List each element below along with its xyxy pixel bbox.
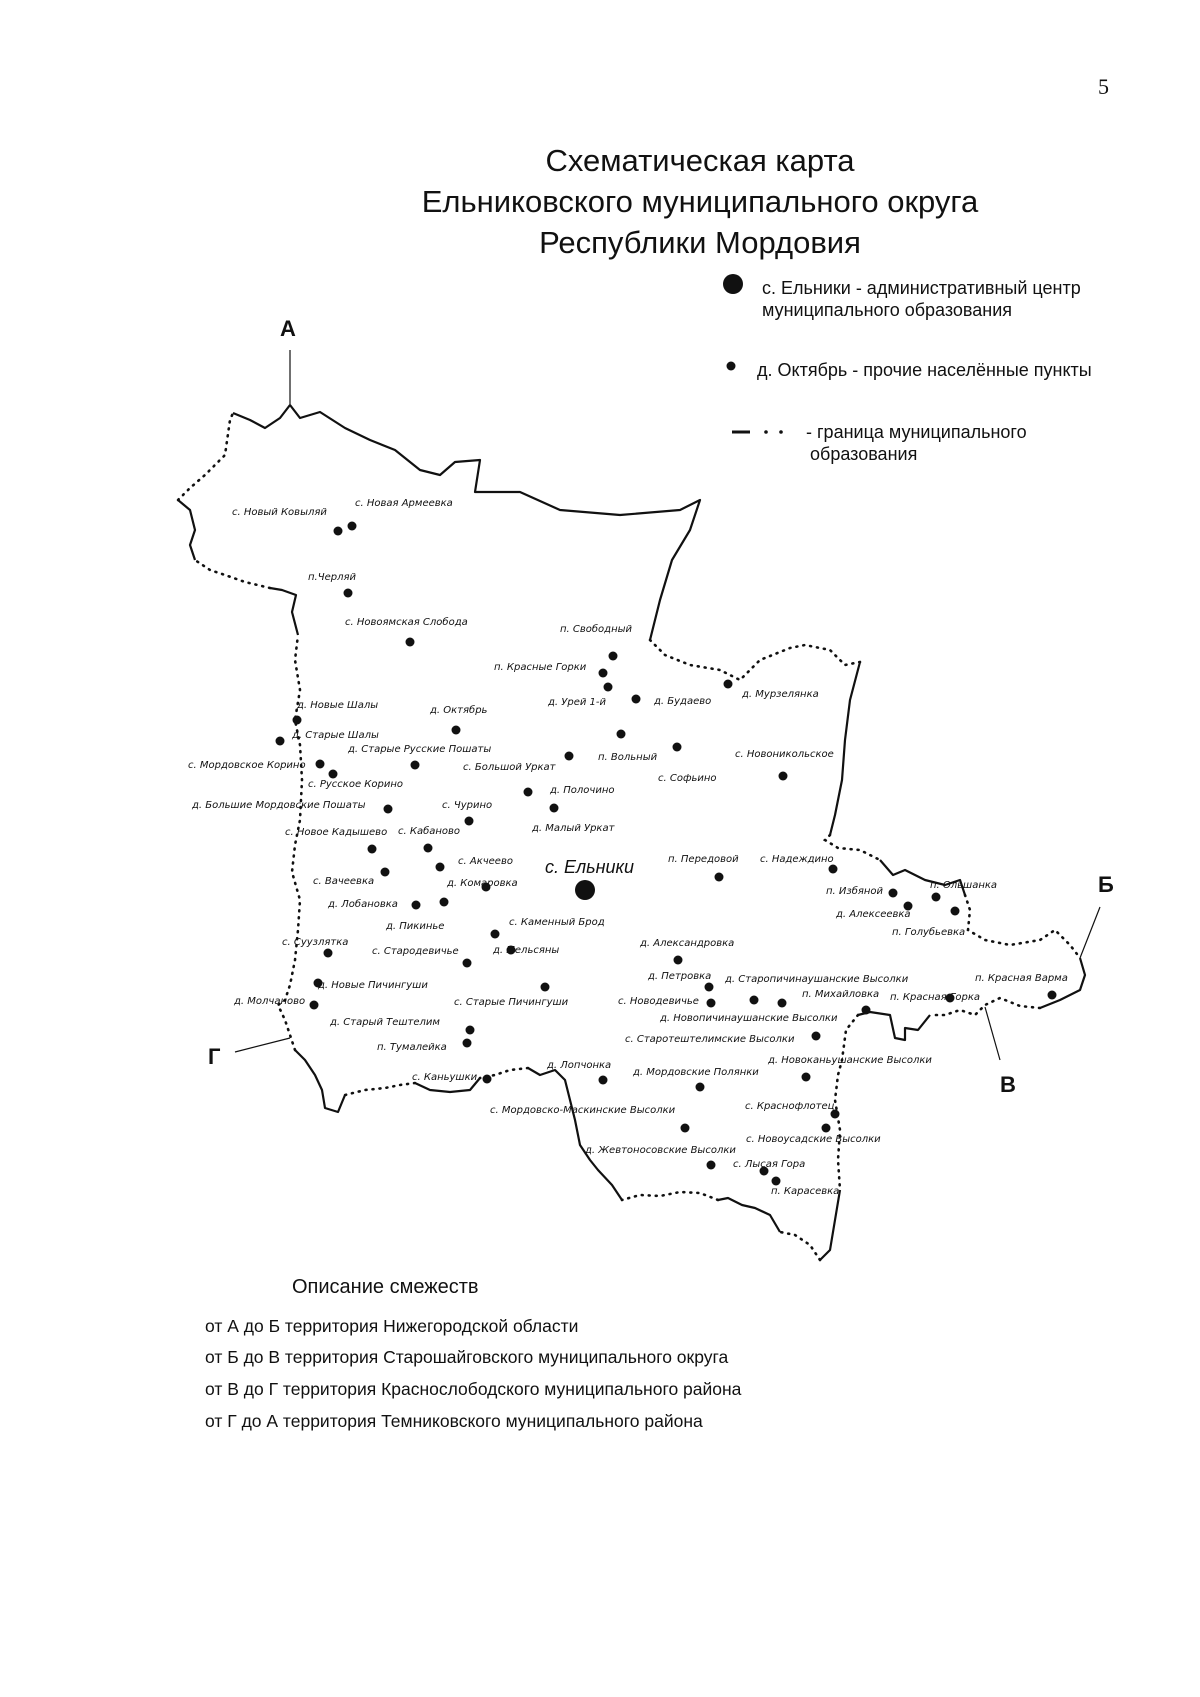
settlement bbox=[233, 996, 319, 1010]
settlement-label: с. Кабаново bbox=[398, 826, 461, 837]
settlement-label: с. Новое Кадышево bbox=[285, 827, 388, 838]
settlement-marker bbox=[889, 889, 898, 898]
settlement-label: д. Будаево bbox=[654, 696, 712, 707]
settlement-label: д. Александровка bbox=[640, 938, 735, 949]
settlement-label: с. Новоникольское bbox=[735, 749, 834, 760]
settlement bbox=[188, 760, 325, 772]
settlement bbox=[733, 1159, 805, 1176]
settlement-marker bbox=[802, 1073, 811, 1082]
settlement-label: п. Тумалейка bbox=[377, 1042, 447, 1053]
settlement bbox=[639, 938, 734, 965]
settlement-marker bbox=[463, 1039, 472, 1048]
settlement-marker bbox=[463, 959, 472, 968]
settlement-label: п. Ольшанка bbox=[930, 880, 998, 891]
settlement bbox=[191, 800, 393, 814]
settlement-marker bbox=[424, 844, 433, 853]
settlement bbox=[282, 937, 348, 958]
settlement bbox=[745, 1101, 840, 1119]
settlement bbox=[975, 973, 1068, 1000]
settlement-label: п. Свободный bbox=[560, 624, 633, 635]
settlement-marker bbox=[334, 527, 343, 536]
settlement-marker bbox=[541, 983, 550, 992]
settlement-marker bbox=[465, 817, 474, 826]
settlement-marker bbox=[812, 1032, 821, 1041]
settlement-marker bbox=[705, 983, 714, 992]
corner-g-label: Г bbox=[208, 1044, 221, 1069]
settlement-marker bbox=[599, 1076, 608, 1085]
settlement-marker bbox=[452, 726, 461, 735]
settlement-label: с. Лысая Гора bbox=[733, 1159, 806, 1170]
settlement bbox=[436, 856, 513, 872]
settlement bbox=[524, 785, 615, 797]
settlement-marker bbox=[932, 893, 941, 902]
settlement-label: с. Новая Армеевка bbox=[355, 498, 453, 509]
settlement-label: д. Новоканьушанские Высолки bbox=[768, 1055, 932, 1066]
settlement bbox=[531, 804, 616, 835]
settlement bbox=[632, 695, 712, 708]
settlement-marker bbox=[344, 589, 353, 598]
corner-v-leader bbox=[985, 1007, 1000, 1060]
adjacency-heading: Описание смежеств bbox=[292, 1276, 479, 1298]
settlement-marker bbox=[715, 873, 724, 882]
settlement-label: с. Новый Ковыляй bbox=[232, 507, 327, 518]
title-line-3: Республики Мордовия bbox=[539, 225, 861, 260]
settlement bbox=[618, 996, 716, 1008]
settlement-label: п. Карасевка bbox=[771, 1186, 840, 1197]
settlement-label: с. Старотештелимские Высолки bbox=[625, 1034, 795, 1045]
legend-border-line-2: образования bbox=[810, 444, 918, 464]
settlement-label: д. Мельсяны bbox=[493, 945, 560, 956]
settlement bbox=[632, 1067, 759, 1092]
settlement-marker bbox=[632, 695, 641, 704]
settlement bbox=[491, 917, 605, 939]
settlement-marker bbox=[412, 901, 421, 910]
settlement-label: д. Новые Пичингуши bbox=[318, 980, 428, 991]
settlement-label: с. Старые Пичингуши bbox=[454, 997, 569, 1008]
settlement-marker bbox=[674, 956, 683, 965]
settlement bbox=[492, 945, 559, 956]
settlement-marker bbox=[673, 743, 682, 752]
adjacency-line-4: от Г до А территория Темниковского муниципального района bbox=[205, 1411, 703, 1431]
settlement-label: с. Чурино bbox=[442, 800, 493, 811]
adjacency-line-3: от В до Г территория Краснослободского муниципального района bbox=[205, 1379, 742, 1399]
settlement bbox=[760, 854, 838, 874]
settlement-label: д. Октябрь bbox=[430, 705, 488, 716]
page-number: 5 bbox=[1098, 74, 1109, 99]
settlement bbox=[547, 683, 613, 709]
settlement-label: п. Избяной bbox=[826, 886, 884, 897]
settlement-marker bbox=[822, 1124, 831, 1133]
settlement-marker bbox=[329, 770, 338, 779]
settlement-marker bbox=[524, 788, 533, 797]
center-label: с. Ельники bbox=[545, 857, 635, 877]
settlement-label: с. Новоямская Слобода bbox=[345, 617, 468, 628]
corner-v-label: В bbox=[1000, 1072, 1016, 1097]
settlement-marker bbox=[293, 716, 302, 725]
title-line-1: Схематическая карта bbox=[545, 143, 855, 178]
settlement bbox=[327, 898, 421, 910]
settlement bbox=[835, 902, 913, 921]
settlement-marker bbox=[310, 1001, 319, 1010]
settlement-marker bbox=[406, 638, 415, 647]
title-line-2: Ельниковского муниципального округа bbox=[421, 184, 979, 219]
settlement bbox=[232, 507, 343, 536]
settlement-marker bbox=[862, 1006, 871, 1015]
settlement-marker bbox=[348, 522, 357, 531]
settlement-label: с. Большой Уркат bbox=[463, 762, 556, 773]
settlement-marker bbox=[1048, 991, 1057, 1000]
settlement-label: с. Софьино bbox=[658, 773, 717, 784]
corner-b-leader bbox=[1080, 907, 1100, 958]
settlement-marker bbox=[707, 999, 716, 1008]
settlement-marker bbox=[829, 865, 838, 874]
settlement bbox=[345, 616, 468, 647]
settlement bbox=[372, 946, 472, 968]
settlement bbox=[398, 825, 460, 853]
settlement-label: д. Алексеевка bbox=[836, 909, 911, 920]
settlement bbox=[293, 700, 379, 725]
settlement-label: д. Жевтоносовские Высолки bbox=[585, 1145, 736, 1156]
settlement-label: д. Урей 1-й bbox=[548, 697, 607, 708]
settlement bbox=[494, 662, 608, 678]
settlement-label: п. Михайловка bbox=[802, 989, 880, 1000]
settlement bbox=[930, 880, 997, 902]
settlement-marker bbox=[316, 760, 325, 769]
settlement-marker bbox=[381, 868, 390, 877]
settlement-label: с. Мордовское Корино bbox=[188, 760, 306, 771]
settlement bbox=[442, 800, 492, 826]
settlement-label: с. Новоусадские Высолки bbox=[746, 1134, 881, 1145]
settlement-label: с. Мордовско-Маскинские Высолки bbox=[490, 1105, 676, 1116]
settlement bbox=[285, 827, 387, 854]
settlement bbox=[560, 623, 633, 661]
legend-settlement-text: д. Октябрь - прочие населённые пункты bbox=[757, 360, 1092, 380]
settlement bbox=[746, 1124, 881, 1146]
legend-border-line-1: - граница муниципального bbox=[806, 422, 1027, 442]
settlement bbox=[454, 983, 569, 1009]
settlement-marker bbox=[696, 1083, 705, 1092]
settlement-label: с. Каменный Брод bbox=[509, 917, 605, 928]
settlement-label: п. Красная Горка bbox=[890, 992, 981, 1003]
settlement-label: с. Каньушки bbox=[412, 1072, 478, 1083]
settlement-marker bbox=[384, 805, 393, 814]
corner-a-label: А bbox=[280, 316, 296, 341]
settlement-label: с. Стародевичье bbox=[372, 946, 459, 957]
settlement bbox=[647, 971, 714, 992]
settlement-label: д. Новопичинаушанские Высолки bbox=[660, 1013, 838, 1024]
adjacency-line-2: от Б до В территория Старошайговского муниципального округа bbox=[205, 1347, 729, 1367]
settlement-marker bbox=[411, 761, 420, 770]
settlement bbox=[767, 1055, 932, 1082]
settlement-marker bbox=[276, 737, 285, 746]
settlement-marker bbox=[617, 730, 626, 739]
settlement-label: д. Старый Тештелим bbox=[330, 1017, 440, 1028]
settlement-marker bbox=[609, 652, 618, 661]
settlement-marker bbox=[436, 863, 445, 872]
settlement-marker bbox=[466, 1026, 475, 1035]
settlement-marker bbox=[681, 1124, 690, 1133]
settlement-marker bbox=[565, 752, 574, 761]
settlement bbox=[625, 1032, 821, 1046]
settlement bbox=[724, 680, 819, 701]
settlement bbox=[598, 730, 658, 764]
center-marker bbox=[575, 880, 595, 900]
settlement-label: д. Старые Шалы bbox=[292, 730, 379, 741]
settlement-label: д. Комаровка bbox=[447, 878, 518, 889]
settlement bbox=[771, 1177, 839, 1198]
settlement bbox=[314, 979, 429, 992]
settlement-label: д. Большие Мордовские Пошаты bbox=[192, 800, 366, 811]
settlement-marker bbox=[951, 907, 960, 916]
settlement-label: с. Русское Корино bbox=[308, 779, 404, 790]
settlement-label: д. Лобановка bbox=[328, 899, 398, 910]
settlement-marker bbox=[491, 930, 500, 939]
settlement bbox=[446, 878, 518, 892]
settlement bbox=[658, 743, 717, 785]
settlement-label: с. Надеждино bbox=[760, 854, 834, 865]
legend-center-line-1: с. Ельники - административный центр bbox=[762, 278, 1081, 298]
settlement-label: д. Петровка bbox=[648, 971, 712, 982]
adjacency-line-1: от А до Б территория Нижегородской области bbox=[205, 1316, 579, 1336]
settlement-label: д. Полочино bbox=[550, 785, 615, 796]
settlement-marker bbox=[750, 996, 759, 1005]
settlement-marker bbox=[604, 683, 613, 692]
settlement-label: п.Черляй bbox=[308, 572, 356, 583]
settlement-marker bbox=[440, 898, 449, 907]
settlement-label: д. Молчаново bbox=[234, 996, 306, 1007]
settlement bbox=[313, 868, 390, 888]
settlement-label: с. Вачеевка bbox=[313, 876, 375, 887]
settlement-label: д. Новые Шалы bbox=[297, 700, 379, 711]
settlement-marker bbox=[772, 1177, 781, 1186]
settlement bbox=[308, 572, 356, 598]
settlement-label: д. Старопичинаушанские Высолки bbox=[725, 974, 909, 985]
settlement bbox=[735, 749, 834, 781]
settlement-marker bbox=[550, 804, 559, 813]
settlement bbox=[308, 770, 403, 791]
settlement-label: с. Суузлятка bbox=[282, 937, 349, 948]
settlement-marker bbox=[724, 680, 733, 689]
settlement bbox=[826, 885, 898, 898]
settlement-marker bbox=[324, 949, 333, 958]
settlement-layer bbox=[188, 498, 1068, 1197]
settlement bbox=[668, 854, 739, 882]
settlement-marker bbox=[599, 669, 608, 678]
settlement-marker bbox=[368, 845, 377, 854]
settlement bbox=[329, 1017, 475, 1035]
settlement-label: д. Лопчонка bbox=[547, 1060, 612, 1071]
settlement-label: д. Мордовские Полянки bbox=[633, 1067, 759, 1078]
settlement-label: п. Красная Варма bbox=[975, 973, 1068, 984]
settlement bbox=[890, 992, 980, 1003]
settlement-label: п. Вольный bbox=[598, 752, 658, 763]
settlement bbox=[429, 704, 488, 735]
settlement-label: с. Новодевичье bbox=[618, 996, 699, 1007]
settlement-label: с. Акчеево bbox=[458, 856, 513, 867]
settlement bbox=[584, 1145, 736, 1170]
legend-center-line-2: муниципального образования bbox=[762, 300, 1013, 320]
corner-b-label: Б bbox=[1098, 872, 1114, 897]
settlement-label: д. Мурзелянка bbox=[742, 689, 819, 700]
settlement-label: с. Краснофлотец bbox=[745, 1101, 835, 1112]
settlement bbox=[802, 989, 879, 1015]
corner-g-leader bbox=[235, 1038, 290, 1052]
settlement-marker bbox=[707, 1161, 716, 1170]
settlement-label: д. Малый Уркат bbox=[532, 823, 615, 834]
settlement-marker bbox=[779, 772, 788, 781]
settlement-label: п. Красные Горки bbox=[494, 662, 587, 673]
settlement bbox=[490, 1105, 690, 1133]
settlement-label: д. Старые Русские Пошаты bbox=[348, 744, 492, 755]
settlement-label: п. Передовой bbox=[668, 854, 739, 865]
settlement-label: п. Голубьевка bbox=[892, 927, 966, 938]
settlement-marker bbox=[778, 999, 787, 1008]
settlement-label: д. Пикинье bbox=[386, 921, 445, 932]
settlement bbox=[377, 1039, 472, 1054]
settlement bbox=[348, 498, 453, 531]
settlement-marker bbox=[483, 1075, 492, 1084]
